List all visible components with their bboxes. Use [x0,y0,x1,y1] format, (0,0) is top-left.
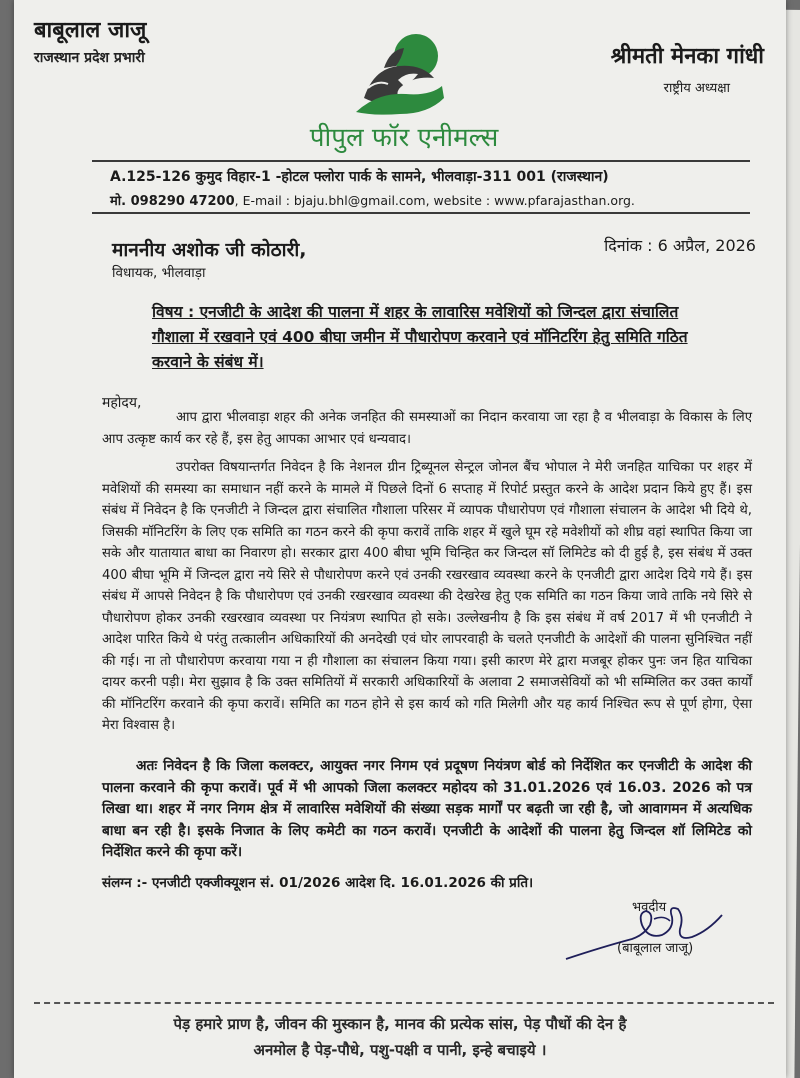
organization-name: पीपुल फॉर एनीमल्स [309,123,499,153]
closing: भवदीय [632,900,667,915]
paragraph-3: अतः निवेदन है कि जिला कलक्टर, आयुक्त नगर निगम एवं प्रदूषण नियंत्रण बोर्ड को निर्देशित कर एनजीटी के आदेश की पालना करवाने की कृपा करावें। पूर्व में भी आपको जिला कलक्टर महोदय को 31.01.2026 एवं 16.03. 2026 को पत्र लिखा था। शहर में नगर निगम क्षेत्र में लावारिस मवेशियों की संख्या सड़क मार्गों पर बढ़ती जा रही है, जो आवागमन में अत्यधिक बाधा बन रही है। इसके निजात के लिए कमेटी का गठन करावें। एनजीटी के आदेशों की पालना हेतु जिन्दल शॉ लिमिटेड को निर्देशित करने की कृपा करें। [102,758,752,860]
signer-name: (बाबूलाल जाजू) [617,941,694,956]
contact-line [110,191,635,209]
letterhead-left [34,14,146,67]
footer-slogan-2: अनमोल है पेड़-पौधे, पशु-पक्षी व पानी, इन्हे बचाइये । [253,1041,547,1059]
mobile-number: मो. 098290 47200 [110,194,235,209]
subject [152,300,752,375]
letter-date: दिनांक : 6 अप्रैल, 2026 [604,236,756,255]
national-president-role: राष्ट्रीय अध्यक्षा [663,81,730,96]
recipient-role: विधायक, भीलवाड़ा [112,265,206,281]
salutation: महोदय, [102,395,142,411]
letter-page [14,0,786,1078]
hands-animal-logo-icon [344,28,454,124]
address-line: A.125-126 कुमुद विहार-1 -होटल फ्लोरा पार्क के सामने, भीलवाड़ा-311 001 (राजस्थान) [110,169,609,185]
state-incharge-name: बाबूलाल जाजू [34,18,147,43]
letterhead-right [611,40,764,96]
national-president-name: श्रीमती मेनका गांधी [610,44,764,69]
subject-line: विषय : एनजीटी के आदेश की पालना में शहर के लावारिस मवेशियों को जिन्दल द्वारा संचालित [152,303,679,321]
enclosure: संलग्न :- एनजीटी एक्जीक्यूशन सं. 01/2026 आदेश दि. 16.01.2026 की प्रति। [102,875,534,891]
header-divider-top [92,160,750,162]
paragraph-1: आप द्वारा भीलवाड़ा शहर की अनेक जनहित की समस्याओं का निदान करवाया जा रहा है व भीलवाड़ा के विकास के लिए आप उत्कृष्ट कार्य कर रहे हैं, इस हेतु आपका आभार एवं धन्यवाद। [102,410,752,447]
header-divider-bottom [92,212,750,214]
footer-divider [34,1002,774,1004]
state-incharge-role: राजस्थान प्रदेश प्रभारी [34,50,145,66]
footer-slogan-1: पेड़ हमारे प्राण है, जीवन की मुस्कान है, मानव की प्रत्येक सांस, पेड़ पौधों की देन है [173,1015,627,1033]
subject-line: गौशाला में रखवाने एवं 400 बीघा जमीन में पौधारोपण करवाने एवं मॉनिटरिंग हेतु समिति गठित [152,328,688,346]
paragraph-2: उपरोक्त विषयान्तर्गत निवेदन है कि नेशनल ग्रीन ट्रिब्यूनल सेन्ट्रल जोनल बैंच भोपाल ने मेरी जनहित याचिका पर शहर में मवेशियों की समस्या का समाधान नहीं करने के मामले में पिछले दिनों 6 सप्ताह में रिपोर्ट प्रस्तुत करने के आदेश प्रदान किये हुए हैं। इस संबंध में निवेदन है कि एनजीटी ने जिन्दल द्वारा संचालित गौशाला परिसर में व्यापक पौधारोपण एवं गौशाला संचालन के आदेश भी दिये थे, जिसकी मॉनिटरिंग के लिए एक समिति का गठन करने की कृपा करावें ताकि शहर में खुले घूम रहे मवेशीयों को शीघ्र वहां स्थापित किया जा सके और यातायात बाधा का निवारण हो। सरकार द्वारा 400 बीघा भूमि चिन्हित कर जिन्दल सॉ लिमिटेड को दी हुई है, इस संबंध में उक्त 400 बीघा भूमि में जिन्दल द्वारा नये सिरे से पौधारोपण करने एवं उनकी रखरखाव व्यवस्था करने के एनजीटी द्वारा आदेश दिये गये हैं। इस संबंध में आपसे निवेदन है कि पौधारोपण एवं उनकी रखरखाव व्यवस्था की देखरेख हेतु एक समिति का गठन किया जावे ताकि नये सिरे से पौधारोपण होकर उनकी रखरखाव व्यवस्था पर नियंत्रण स्थापित हो सके। उल्लेखनीय है कि इस संबंध में वर्ष 2017 में भी एनजीटी ने आदेश पारित किये थे परंतु तत्कालीन अधिकारियों की अनदेखी एवं घोर लापरवाही के चलते एनजीटी के आदेशों की पालना सुनिश्चित नहीं की गई। ना तो पौधारोपण करवाया गया न ही गौशाला का संचालन किया गया। इसी कारण मेरे द्वारा मजबूर होकर पुनः जन हित याचिका दायर करनी पड़ी। मेरा सुझाव है कि उक्त समितियों में सरकारी अधिकारियों के अलावा 2 समाजसेवियों को भी सम्मिलित कर उक्त कार्यों की मॉनिटरिंग करवाने की कृपा करावें। समिति का गठन होने से इस कार्य को गति मिलेगी और यह कार्य निश्चित रूप से पूर्ण होगा, ऐसा मेरा विश्वास है। [102,460,752,733]
subject-line: करवाने के संबंध में। [152,353,264,371]
email-website: , E-mail : bjaju.bhl@gmail.com, website : www.pfarajasthan.org. [234,193,635,208]
recipient-name: माननीय अशोक जी कोठारी, [112,239,307,261]
